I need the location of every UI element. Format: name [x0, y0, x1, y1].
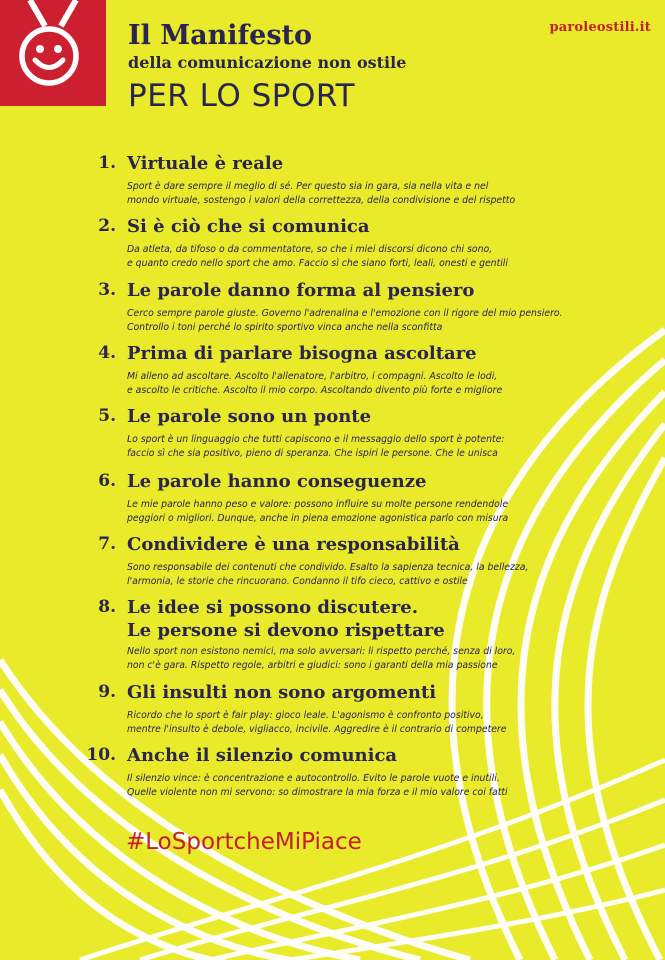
item-heading [127, 152, 647, 175]
item-heading [127, 744, 647, 767]
item-heading [127, 681, 647, 704]
item-body [127, 180, 557, 207]
body-line: Lo sport è un linguaggio che tutti capiscono e il messaggio dello sport è potente: [127, 434, 505, 445]
item-number: 6. [98, 471, 116, 491]
heading-line: Le parole sono un ponte [127, 406, 372, 427]
heading-line: Condividere è una responsabilità [127, 534, 460, 555]
body-line: mentre l'insulto è debole, vigliacco, incivile. Aggredire è il contrario di competere [127, 723, 507, 735]
body-line: Da atleta, da tifoso o da commentatore, so che i miei discorsi dicono chi sono, [127, 244, 493, 255]
heading-line: Gli insulti non sono argomenti [127, 682, 437, 703]
body-line: faccio sì che sia positivo, pieno di speranza. Che ispiri le persone. Che le unisca [127, 447, 498, 459]
body-line: e ascolto le critiche. Ascolto il mio corpo. Ascoltando divento più forte e migliore [127, 384, 503, 396]
item-body [127, 709, 557, 736]
body-line: e quanto credo nello sport che amo. Faccio sì che siano forti, leali, onesti e gentili [127, 257, 508, 269]
body-line: non c'è gara. Rispetto regole, arbitri e giudici: sono i garanti della mia passione [127, 659, 498, 671]
page-subtitle: della comunicazione non ostile [128, 53, 407, 72]
brand-logo [0, 0, 106, 106]
item-body [127, 645, 557, 672]
body-line: Controllo i toni perché lo spirito sportivo vinca anche nella sconfitta [127, 321, 443, 333]
body-line: Sport è dare sempre il meglio di sé. Per questo sia in gara, sia nella vita e nel [127, 181, 489, 192]
smiley-medal-logo [0, 0, 106, 106]
item-body [127, 307, 563, 334]
body-line: Cerco sempre parole giuste. Governo l'adrenalina e l'emozione con il rigore del mio pensiero. [127, 308, 563, 319]
heading-line: Prima di parlare bisogna ascoltare [127, 343, 477, 364]
item-number: 4. [98, 343, 116, 363]
item-heading [127, 596, 647, 642]
item-body [127, 243, 557, 270]
heading-line: Le persone si devono rispettare [127, 620, 445, 641]
site-url[interactable]: paroleostili.it [549, 20, 651, 35]
heading-line: Le parole danno forma al pensiero [127, 280, 475, 301]
item-number: 9. [98, 682, 116, 702]
heading-line: Anche il silenzio comunica [127, 745, 398, 766]
heading-line: Virtuale è reale [127, 153, 284, 174]
item-number: 7. [98, 534, 116, 554]
item-number: 3. [98, 280, 116, 300]
item-body [127, 370, 557, 397]
item-heading [127, 470, 647, 493]
body-line: peggiori o migliori. Dunque, anche in piena emozione agonistica parlo con misura [127, 512, 509, 524]
sport-heading: PER LO SPORT [128, 78, 356, 114]
body-line: Nello sport non esistono nemici, ma solo avversari: li rispetto perché, senza di loro, [127, 646, 516, 657]
body-line: Il silenzio vince: è concentrazione e autocontrollo. Evito le parole vuote e inutili. [127, 773, 500, 784]
body-line: Quelle violente non mi servono: so dimostrare la mia forza e il mio valore coi fatti [127, 786, 508, 798]
heading-line: Le idee si possono discutere. [127, 597, 419, 618]
body-line: l'armonia, le storie che rincuorano. Condanno il tifo cieco, cattivo e ostile [127, 575, 468, 587]
heading-line: Le parole hanno conseguenze [127, 471, 427, 492]
item-number: 1. [98, 153, 116, 173]
page-title: Il Manifesto [128, 20, 313, 51]
item-number: 2. [98, 216, 116, 236]
item-body [127, 433, 557, 460]
item-body [127, 772, 557, 799]
item-body [127, 561, 557, 588]
body-line: Le mie parole hanno peso e valore: possono influire su molte persone rendendole [127, 499, 509, 510]
body-line: Sono responsabile dei contenuti che condivido. Esalto la sapienza tecnica, la bellezza, [127, 562, 529, 573]
item-heading [127, 215, 647, 238]
body-line: Mi alleno ad ascoltare. Ascolto l'allenatore, l'arbitro, i compagni. Ascolto le lodi, [127, 371, 498, 382]
body-line: Ricordo che lo sport è fair play: gioco leale. L'agonismo è confronto positivo, [127, 710, 484, 721]
body-line: mondo virtuale, sostengo i valori della correttezza, della condivisione e del rispetto [127, 194, 516, 206]
heading-line: Si è ciò che si comunica [127, 216, 370, 237]
item-heading [127, 533, 647, 556]
item-heading [127, 405, 647, 428]
item-body [127, 498, 557, 525]
item-number: 10. [86, 745, 116, 765]
item-heading [127, 279, 647, 302]
item-number: 5. [98, 406, 116, 426]
item-number: 8. [98, 597, 116, 617]
campaign-hashtag: #LoSportcheMiPiace [126, 829, 362, 855]
item-heading [127, 342, 647, 365]
